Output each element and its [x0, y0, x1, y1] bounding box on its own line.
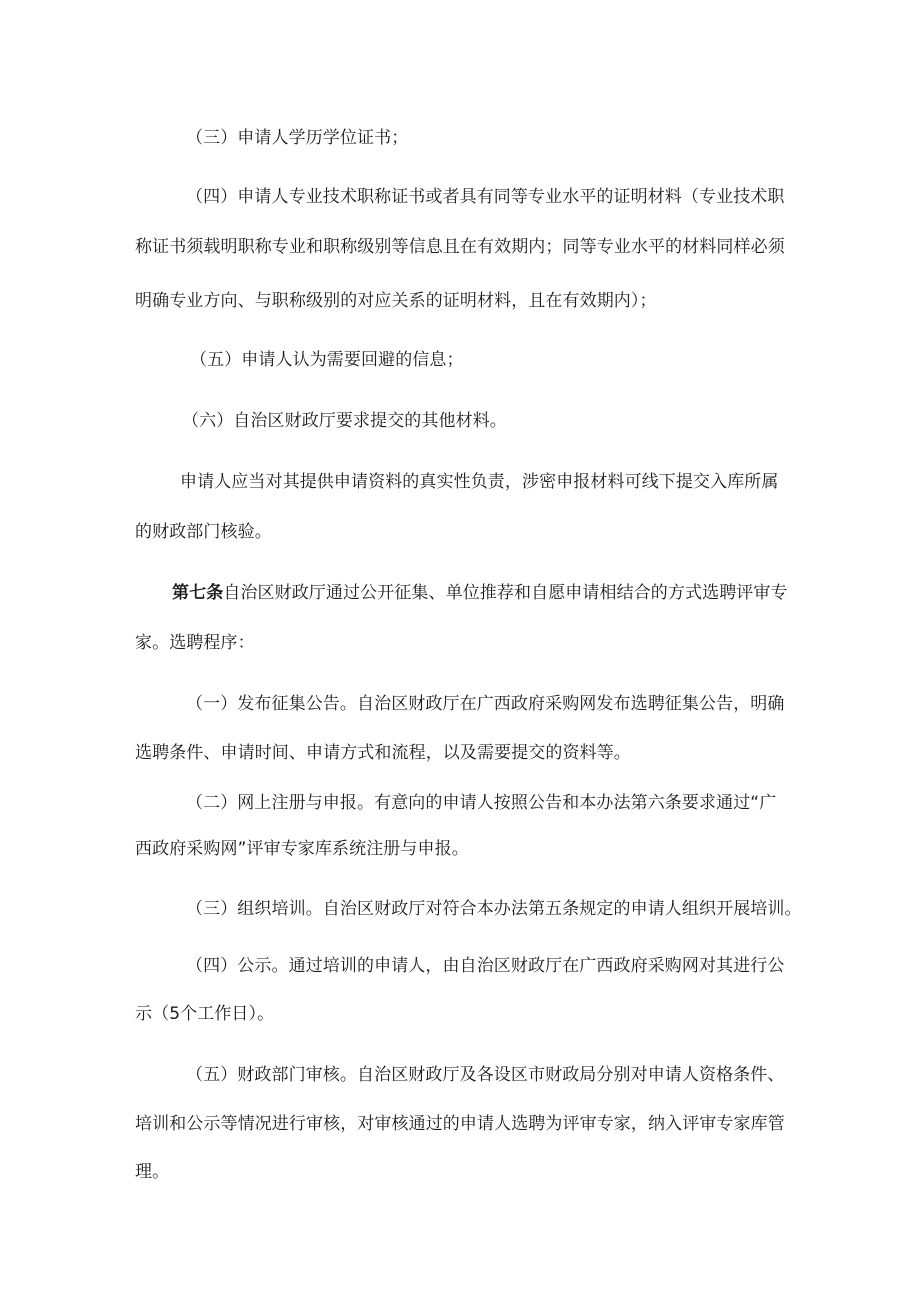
step-1-continuation: 选聘条件、申请时间、申请方式和流程，以及需要提交的资料等。 [135, 743, 631, 763]
article-7-continuation: 家。选聘程序： [135, 633, 255, 653]
item-4-continuation-2: 明确专业方向、与职称级别的对应关系的证明材料，且在有效期内）； [135, 291, 657, 311]
item-5-avoidance-info: （五）申请人认为需要回避的信息； [190, 350, 464, 370]
article-7-paragraph [172, 581, 788, 605]
step-4-publicity: （四）公示。通过培训的申请人，由自治区财政厅在广西政府采购网对其进行公 [186, 956, 785, 976]
step-5-review: （五）财政部门审核。自治区财政厅及各设区市财政局分别对申请人资格条件、 [186, 1065, 785, 1085]
step-3-training: （三）组织培训。自治区财政厅对符合本办法第五条规定的申请人组织开展培训。 [186, 899, 802, 919]
applicant-responsibility: 申请人应当对其提供申请资料的真实性负责，涉密申报材料可线下提交入库所属 [180, 472, 779, 492]
item-3-academic-certificate: （三）申请人学历学位证书； [186, 128, 409, 148]
article-7-label: 第七条 [172, 583, 224, 603]
step-2-online-registration: （二）网上注册与申报。有意向的申请人按照公告和本办法第六条要求通过“广 [186, 793, 777, 813]
item-4-continuation-1: 称证书须载明职称专业和职称级别等信息且在有效期内；同等专业水平的材料同样必须 [135, 237, 785, 257]
step-4-continuation: 示（5个工作日）。 [135, 1004, 275, 1024]
step-1-publish-notice: （一）发布征集公告。自治区财政厅在广西政府采购网发布选聘征集公告，明确 [186, 694, 785, 714]
step-2-continuation: 西政府采购网”评审专家库系统注册与申报。 [135, 839, 469, 859]
applicant-responsibility-continuation: 的财政部门核验。 [135, 522, 272, 542]
item-4-title-certificate: （四）申请人专业技术职称证书或者具有同等专业水平的证明材料（专业技术职 [186, 187, 785, 207]
step-5-continuation-1: 培训和公示等情况进行审核，对审核通过的申请人选聘为评审专家，纳入评审专家库管 [135, 1114, 785, 1134]
item-6-other-materials: （六）自治区财政厅要求提交的其他材料。 [182, 411, 507, 431]
step-5-continuation-2: 理。 [135, 1162, 170, 1182]
article-7-text: 自治区财政厅通过公开征集、单位推荐和自愿申请相结合的方式选聘评审专 [223, 583, 788, 603]
